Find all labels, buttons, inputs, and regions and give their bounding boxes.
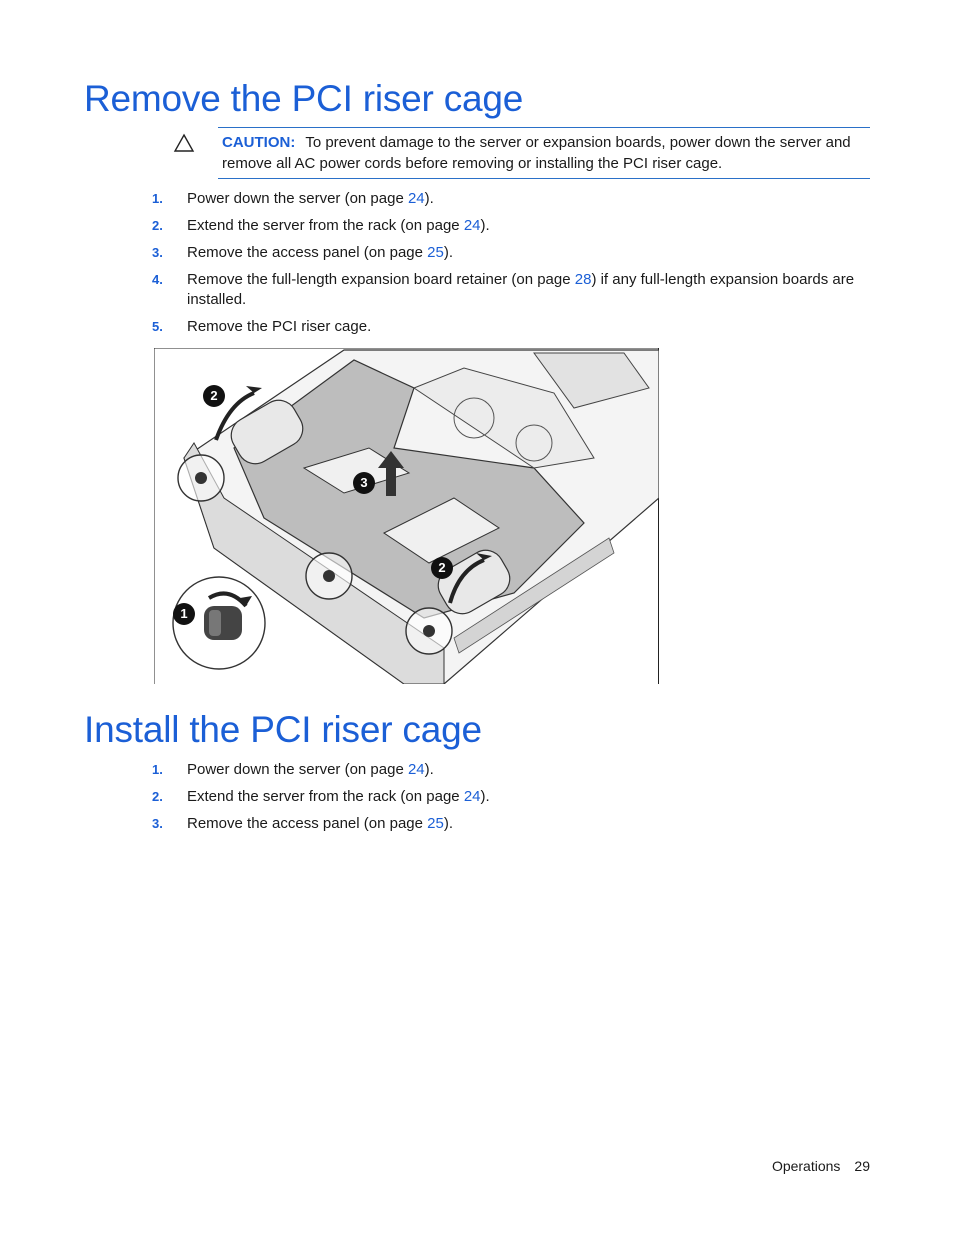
page-link[interactable]: 24 — [463, 217, 481, 234]
step-number: 5. — [152, 319, 163, 334]
page-link[interactable]: 24 — [463, 788, 481, 805]
section-title-remove: Remove the PCI riser cage — [84, 78, 524, 119]
list-item — [152, 270, 872, 310]
step-number: 2. — [152, 218, 163, 233]
step-text: ). — [443, 815, 454, 832]
callout-2: 2 — [203, 385, 225, 407]
warning-triangle-icon — [173, 133, 195, 153]
caution-text: To prevent damage to the server or expansion boards, power down the server and remove all AC power cords before removing or installing the PCI riser cage. — [222, 134, 851, 172]
callout-2: 2 — [431, 557, 453, 579]
step-number: 3. — [152, 245, 163, 260]
callout-1: 1 — [173, 603, 195, 625]
caution-label: CAUTION: — [222, 134, 296, 151]
list-item — [152, 216, 872, 236]
step-text: Power down the server (on page — [187, 761, 408, 778]
list-item — [152, 189, 872, 209]
step-text: Extend the server from the rack (on page — [187, 788, 464, 805]
callout-3: 3 — [353, 472, 375, 494]
step-text: ). — [480, 788, 490, 805]
footer-page-number: 29 — [854, 1158, 870, 1174]
step-text: Remove the access panel (on page — [187, 244, 428, 261]
page-link[interactable]: 25 — [427, 815, 444, 832]
page-link[interactable]: 25 — [427, 244, 444, 261]
step-text: ). — [480, 217, 490, 234]
section-title-install: Install the PCI riser cage — [84, 709, 482, 750]
list-item — [152, 787, 872, 807]
page-link[interactable]: 28 — [574, 271, 592, 288]
step-number: 1. — [152, 191, 163, 206]
step-text: ). — [424, 190, 434, 207]
list-item — [152, 814, 872, 834]
step-text: ). — [424, 761, 434, 778]
remove-steps-list — [152, 189, 872, 344]
step-number: 3. — [152, 816, 163, 831]
step-text: ). — [443, 244, 454, 261]
page-link[interactable]: 24 — [407, 190, 425, 207]
step-text: ) if any full-length expansion boards are installed. — [187, 271, 855, 308]
list-item — [152, 317, 872, 337]
page-footer — [700, 1158, 870, 1174]
install-steps-list — [152, 760, 872, 841]
step-text: Power down the server (on page — [187, 190, 408, 207]
list-item — [152, 243, 872, 263]
step-number: 1. — [152, 762, 163, 777]
step-text: Remove the full-length expansion board retainer (on page — [187, 271, 575, 288]
server-riser-illustration — [154, 348, 659, 684]
list-item — [152, 760, 872, 780]
page-link[interactable]: 24 — [407, 761, 425, 778]
step-number: 4. — [152, 272, 163, 287]
step-text: Remove the access panel (on page — [187, 815, 428, 832]
step-text: Remove the PCI riser cage. — [187, 318, 372, 335]
footer-section: Operations — [771, 1158, 841, 1174]
step-text: Extend the server from the rack (on page — [187, 217, 464, 234]
caution-box — [218, 127, 870, 179]
step-number: 2. — [152, 789, 163, 804]
